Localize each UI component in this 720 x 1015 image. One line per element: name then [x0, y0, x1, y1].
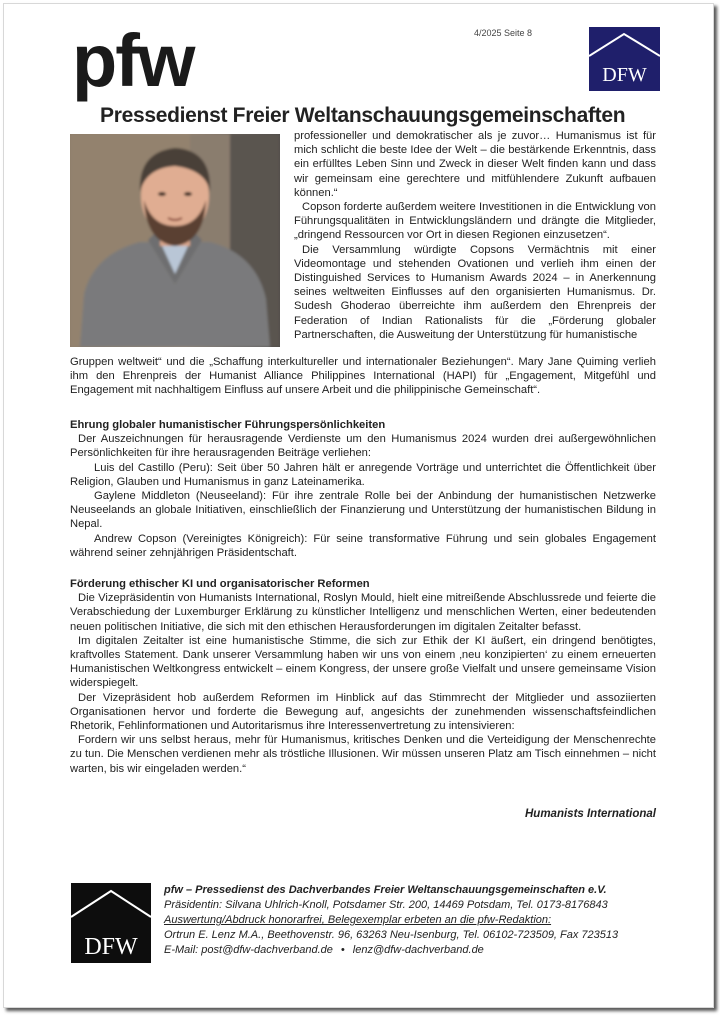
paragraph: Gruppen weltweit“ und die „Schaffung interkultureller und internationaler Beziehungen“. Mary Jane Quiming verlieh ihm den Ehrenpreis der Humanist Alliance Philippines International (HAPI) für „Engagement, Mitgefühl und Engagement mit nachhaltigem Einfluss auf unsere Arbeit und die philippinische Gemeinschaft“.: [70, 356, 656, 397]
article-full-width-continuation: [70, 355, 656, 398]
issue-page-label: 4/2025 Seite 8: [474, 28, 533, 38]
dfw-logo-top: [589, 27, 660, 91]
dfw-logo-bottom: [71, 883, 151, 963]
house-roof-icon: [71, 883, 151, 933]
email-link-lenz[interactable]: lenz@dfw-dachverband.de: [352, 944, 484, 956]
document-page: [3, 3, 714, 1008]
paragraph: Im digitalen Zeitalter ist eine humanistische Stimme, die sich zur Ethik der KI äußert, ein dringend benötigtes, kraftvolles Statement. Dank unserer Versammlung haben wir uns von einem ‚neu konzipierten‘ zu einem erneuerten Humanistischen Weltkongress entwickelt – einem Kongress, der unsere große Vielfalt und unsere gemeinsame Vision widerspiegelt.: [70, 634, 656, 690]
house-roof-icon: [589, 27, 660, 67]
publication-subtitle: Pressedienst Freier Weltanschauungsgemeinschaften: [100, 104, 626, 127]
footer-editor-address: Ortrun E. Lenz M.A., Beethovenstr. 96, 63263 Neu-Isenburg, Tel. 06102-723509, Fax 723513: [164, 929, 619, 941]
paragraph: Fordern wir uns selbst heraus, mehr für Humanismus, kritisches Denken und die Verteidigung der Menschenrechte zu tun. Die Menschen verdienen mehr als tröstliche Illusionen. Wir müssen unseren Platz am Tisch einnehmen – nicht warten, bis wir eingeladen werden.“: [70, 734, 656, 775]
paragraph: Der Auszeichnungen für herausragende Verdienste um den Humanismus 2024 wurden drei außergewöhnlichen Persönlichkeiten für ihre herausragenden Beiträge verliehen:: [70, 433, 656, 460]
dfw-logo-text: DFW: [602, 64, 647, 86]
paragraph: Die Vizepräsidentin von Humanists International, Roslyn Mould, hielt eine mitreißende Abschlussrede und feierte die Verabschiedung der Luxemburger Erklärung zu künstlicher Intelligenz und menschlichen Werten, einer bedeutenden neuen politischen Initiative, die sich mit den ethischen Herausforderungen im digitalen Zeitalter befasst.: [70, 592, 656, 633]
footer-president: Präsidentin: Silvana Uhlrich-Knoll, Potsdamer Str. 200, 14469 Potsdam, Tel. 0173-8176843: [164, 899, 608, 911]
footer-imprint: [164, 883, 664, 958]
dfw-logo-text: DFW: [84, 934, 138, 960]
article-right-column: [294, 129, 656, 342]
article-signature: Humanists International: [525, 808, 656, 820]
paragraph: Der Vizepräsident hob außerdem Reformen im Hinblick auf das Stimmrecht der Mitglieder und assoziierten Organisationen hervor und forderte die Bewegung auf, angesichts der zunehmenden wissenschaftsfeindlichen Rhetorik, Fehlinformationen und Autoritarismus ihre Interessenvertretung zu intensivieren:: [70, 691, 656, 733]
section-ethical-ai: [70, 577, 656, 776]
portrait-photo: [70, 134, 280, 347]
footer-publisher: pfw – Pressedienst des Dachverbandes Freier Weltanschauungsgemeinschaften e.V.: [164, 884, 607, 896]
portrait-illustration: [70, 134, 280, 347]
footer-reprint-note: Auswertung/Abdruck honorarfrei, Belegexemplar erbeten an die pfw-Redaktion:: [164, 914, 552, 926]
section-heading: Ehrung globaler humanistischer Führungspersönlichkeiten: [70, 419, 386, 431]
separator-dot: •: [340, 944, 345, 956]
paragraph: Die Versammlung würdigte Copsons Vermächtnis mit einer Videomontage und stehenden Ovationen und verlieh ihm einen der Distinguished Services to Humanism Awards 2024 – in Anerkennung seines weltweiten Einflusses auf den organisierten Humanismus. Dr. Sudesh Ghoderao überreichte ihm außerdem den Ehrenpreis der Federation of Indian Rationalists für die „Förderung globaler Partnerschaften, die Ausweitung der Unterstützung für humanistische: [294, 243, 656, 341]
pfw-logo: pfw: [72, 19, 194, 102]
paragraph: Gaylene Middleton (Neuseeland): Für ihre zentrale Rolle bei der Anbindung der humanistischen Netzwerke Neuseelands an globale Initiativen, einschließlich der Finanzierung und Unterstützung der humanistischen Bildung in Nepal.: [70, 490, 656, 531]
section-leadership-honors: [70, 418, 656, 560]
paragraph: Andrew Copson (Vereinigtes Königreich): Für seine transformative Führung und sein globales Engagement während seiner zehnjährigen Präsidentschaft.: [70, 532, 656, 559]
paragraph: professioneller und demokratischer als je zuvor… Humanismus ist für mich schlicht die beste Idee der Welt – die bestärkende Erkenntnis, dass ein erfülltes Leben Sinn und Zweck in dieser Welt finden kann und dass wir gemeinsam eine gerechtere und mitfühlendere Zukunft aufbauen können.“: [294, 130, 656, 199]
footer-emails: [164, 943, 664, 958]
paragraph: Copson forderte außerdem weitere Investitionen in die Entwicklung von Führungsqualitäten in Entwicklungsländern und drängte die Mitglieder, „dringend Ressourcen vor Ort in diesen Regionen einzusetzen“.: [294, 201, 656, 242]
paragraph: Luis del Castillo (Peru): Seit über 50 Jahren hält er anregende Vorträge und unterrichtet die Öffentlichkeit über Religion, Glauben und Humanismus in ganz Lateinamerika.: [70, 461, 656, 488]
section-heading: Förderung ethischer KI und organisatorischer Reformen: [70, 578, 370, 590]
email-link-post[interactable]: E-Mail: post@dfw-dachverband.de: [164, 944, 333, 956]
